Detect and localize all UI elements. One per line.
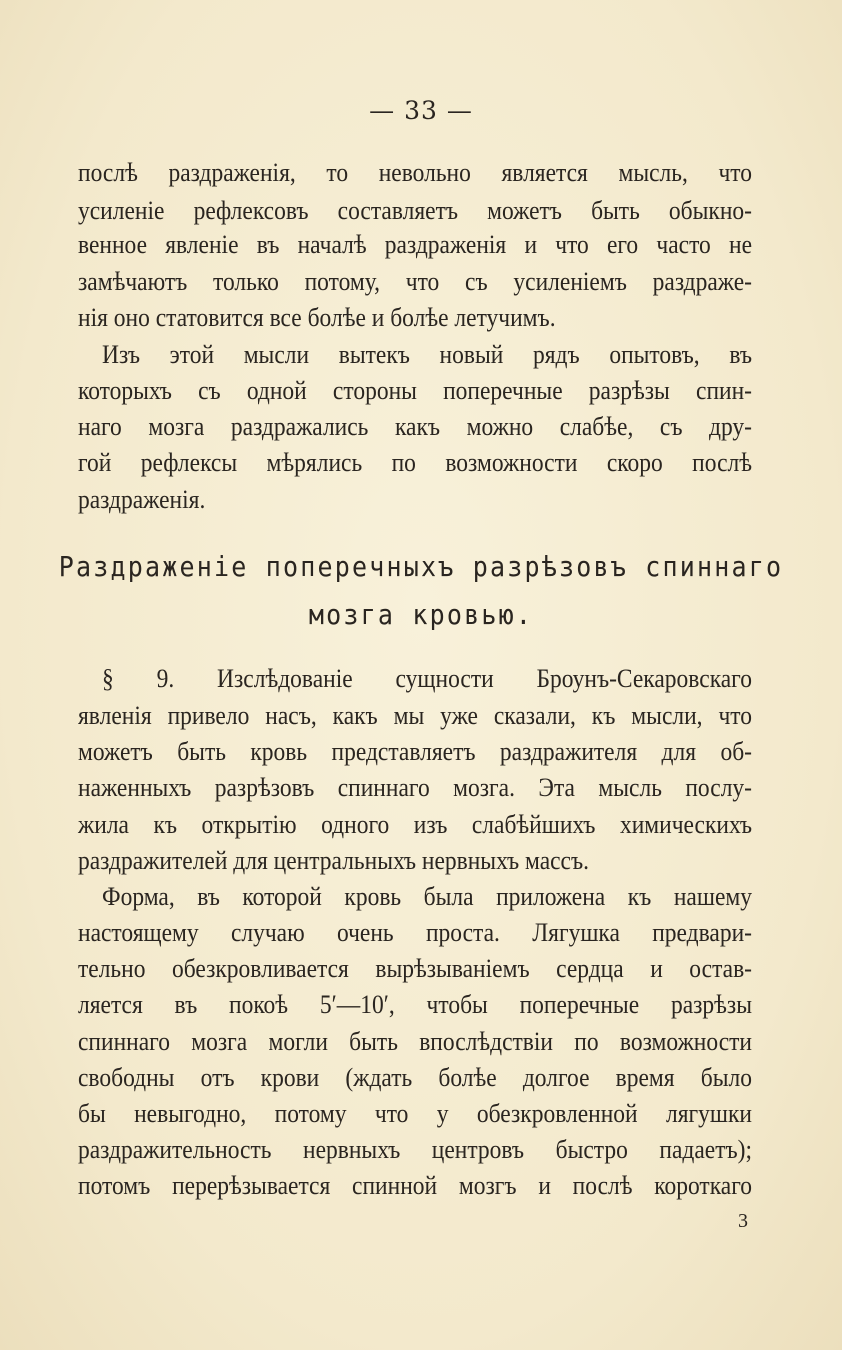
text-line: усиленіе рефлексовъ составляетъ можетъ быть обыкно- xyxy=(78,196,752,226)
text-line: раздражительность нервныхъ центровъ быстро падаетъ); xyxy=(78,1135,752,1165)
section-heading-line1: Раздраженіе поперечныхъ разрѣзовъ спиннаго xyxy=(58,550,784,583)
text-line: § 9. Изслѣдованіе сущности Броунъ-Секаровскаго xyxy=(102,664,752,694)
text-line: раздраженія. xyxy=(78,485,206,515)
text-line: замѣчаютъ только потому, что съ усиленіемъ раздраже- xyxy=(78,267,752,297)
text-line: раздражителей для центральныхъ нервныхъ массъ. xyxy=(78,846,590,876)
section-heading-line2: мозга кровью. xyxy=(308,598,534,631)
text-line: можетъ быть кровь представляетъ раздражителя для об- xyxy=(78,737,752,767)
text-line: потомъ перерѣзывается спинной мозгъ и послѣ короткаго xyxy=(78,1171,752,1201)
text-line: жила къ открытію одного изъ слабѣйшихъ химическихъ xyxy=(78,810,752,840)
text-line: нія оно статовится все болѣе и болѣе летучимъ. xyxy=(78,303,556,333)
text-line: свободны отъ крови (ждать болѣе долгое время было xyxy=(78,1063,752,1093)
signature-mark: 3 xyxy=(738,1210,748,1232)
text-line: Изъ этой мысли вытекъ новый рядъ опытовъ, въ xyxy=(102,340,752,370)
text-line: настоящему случаю очень проста. Лягушка предвари- xyxy=(78,918,752,948)
text-line: венное явленіе въ началѣ раздраженія и что его часто не xyxy=(78,230,752,260)
page-number: — 33 — xyxy=(369,96,473,125)
text-line: ляется въ покоѣ 5′—10′, чтобы поперечные разрѣзы xyxy=(78,990,752,1020)
text-line: гой рефлексы мѣрялись по возможности скоро послѣ xyxy=(78,448,752,478)
text-line: наженныхъ разрѣзовъ спиннаго мозга. Эта мысль послу- xyxy=(78,773,752,803)
text-line: явленія привело насъ, какъ мы уже сказали, къ мысли, что xyxy=(78,701,752,731)
text-line: бы невыгодно, потому что у обезкровленной лягушки xyxy=(78,1099,752,1129)
text-line: наго мозга раздражались какъ можно слабѣе, съ дру- xyxy=(78,412,752,442)
text-line: тельно обезкровливается вырѣзываніемъ сердца и остав- xyxy=(78,954,752,984)
text-line: спиннаго мозга могли быть впослѣдствіи по возможности xyxy=(78,1027,752,1057)
text-line: послѣ раздраженія, то невольно является мысль, что xyxy=(78,158,752,188)
text-line: Форма, въ которой кровь была приложена къ нашему xyxy=(102,882,752,912)
text-line: которыхъ съ одной стороны поперечные разрѣзы спин- xyxy=(78,376,752,406)
